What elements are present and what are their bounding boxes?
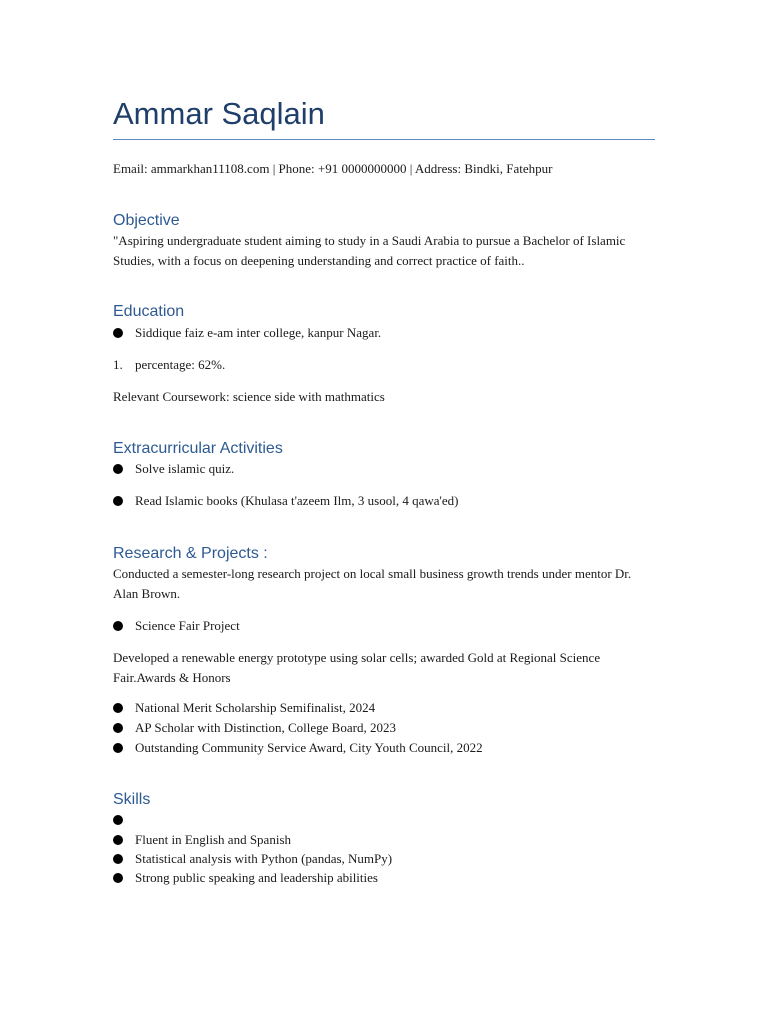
education-heading: Education: [113, 303, 185, 320]
bullet-icon: [113, 815, 123, 825]
bullet-icon: [113, 723, 123, 733]
extracurricular-heading: Extracurricular Activities: [113, 440, 283, 457]
skills-heading: Skills: [113, 791, 151, 808]
skill-item: Strong public speaking and leadership abilities: [135, 870, 378, 885]
contact-line: Email: ammarkhan11108.com | Phone: +91 0000000000 | Address: Bindki, Fatehpur: [113, 161, 553, 176]
research-text: Conducted a semester-long research project on local small business growth trends under mentor Dr. Alan Brown.: [113, 566, 632, 601]
skill-item: Fluent in English and Spanish: [135, 832, 291, 847]
objective-heading: Objective: [113, 212, 180, 229]
bullet-icon: [113, 621, 123, 631]
research-heading: Research & Projects :: [113, 545, 268, 562]
education-coursework: Relevant Coursework: science side with mathmatics: [113, 389, 385, 404]
education-school: Siddique faiz e-am inter college, kanpur Nagar.: [135, 325, 382, 340]
bullet-icon: [113, 854, 123, 864]
name-divider: [113, 139, 655, 140]
education-percentage: percentage: 62%.: [135, 357, 226, 372]
bullet-icon: [113, 873, 123, 883]
award-item: National Merit Scholarship Semifinalist, 2024: [135, 700, 376, 715]
project-item: Science Fair Project: [135, 618, 240, 633]
bullet-icon: [113, 328, 123, 338]
bullet-icon: [113, 743, 123, 753]
candidate-name: Ammar Saqlain: [113, 96, 325, 131]
bullet-icon: [113, 464, 123, 474]
bullet-icon: [113, 835, 123, 845]
extracurricular-item: Read Islamic books (Khulasa t'azeem Ilm, 3 usool, 4 qawa'ed): [135, 493, 459, 508]
bullet-icon: [113, 496, 123, 506]
extracurricular-item: Solve islamic quiz.: [135, 461, 235, 476]
project-text: Developed a renewable energy prototype using solar cells; awarded Gold at Regional Science Fair.Awards & Honors: [113, 650, 601, 685]
objective-text: "Aspiring undergraduate student aiming to study in a Saudi Arabia to pursue a Bachelor of Islamic Studies, with a focus on deepening understanding and correct practice of faith..: [113, 233, 626, 268]
skill-item: Statistical analysis with Python (pandas, NumPy): [135, 851, 393, 866]
award-item: AP Scholar with Distinction, College Board, 2023: [135, 720, 396, 735]
bullet-icon: [113, 703, 123, 713]
number-marker: 1.: [113, 357, 123, 372]
award-item: Outstanding Community Service Award, City Youth Council, 2022: [135, 740, 483, 755]
